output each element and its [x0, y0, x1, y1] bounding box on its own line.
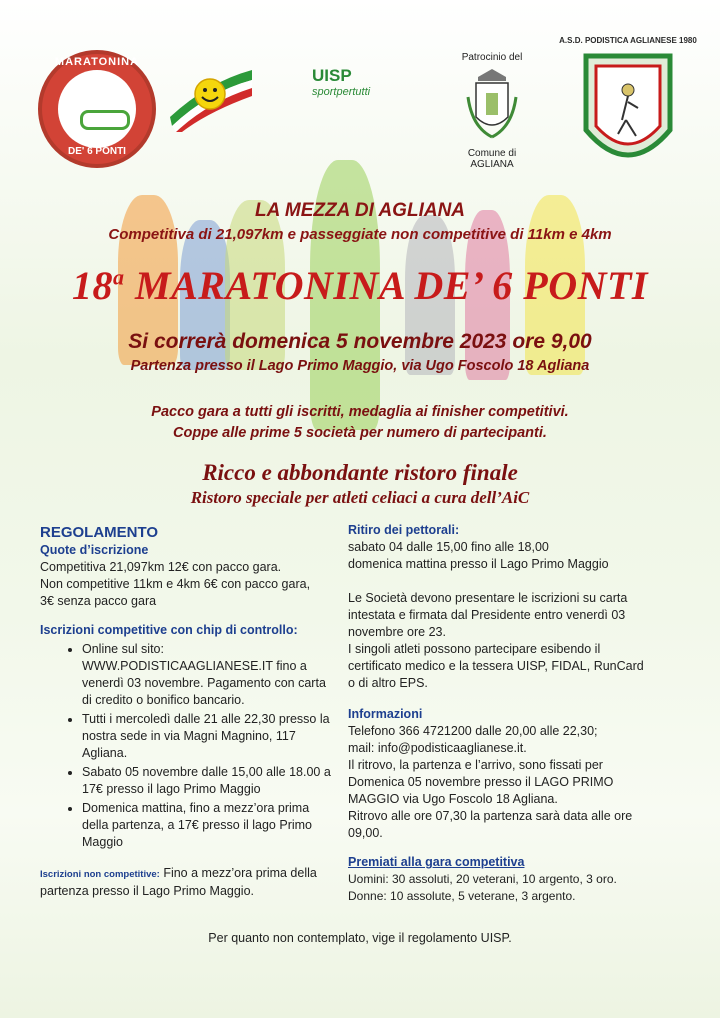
- maratonina-logo: [38, 50, 156, 168]
- list-item: • Online sul sito: WWW.PODISTICAAGLIANESE.IT fino a venerdì 03 novembre. Pagamento con carta di credito o bonifico bancario.: [82, 641, 332, 709]
- left-column: [40, 524, 332, 900]
- info-line: Telefono 366 4721200 dalle 20,00 alle 22,30;: [348, 724, 598, 738]
- premiati-line: Donne: 10 assolute, 5 veterane, 3 argento.: [348, 889, 576, 903]
- ristoro-celiaci: Ristoro speciale per atleti celiaci a cura dell’AiC: [190, 488, 530, 507]
- event-start-location: Partenza presso il Lago Primo Maggio, via Ugo Foscolo 18 Agliana: [130, 358, 590, 374]
- coppe-text: Coppe alle prime 5 società per numero di partecipanti.: [173, 425, 547, 441]
- noncomp-block: [40, 865, 332, 900]
- premiati-line: Uomini: 30 assoluti, 20 veterani, 10 argento, 3 oro.: [348, 872, 617, 886]
- pacco-text: Pacco gara a tutti gli iscritti, medaglia ai finisher competitivi.: [151, 404, 569, 420]
- info-line: Ritrovo alle ore 07,30 la partenza sarà data alle ore 09,00.: [348, 809, 633, 840]
- singoli-text: I singoli atleti possono partecipare esibendo il certificato medico e la tessera UISP, FIDAL, RunCard o di altro EPS.: [348, 642, 644, 690]
- event-categories: Competitiva di 21,097km e passeggiate non competitive di 11km e 4km: [108, 226, 612, 243]
- event-title-text: MARATONINA DE’ 6 PONTI: [135, 263, 648, 308]
- chip-list: [40, 641, 332, 851]
- chip-title: Iscrizioni competitive con chip di controllo:: [40, 623, 298, 637]
- premiati-title: Premiati alla gara competitiva: [348, 855, 525, 869]
- maratonina-logo-top-text: MARATONINA: [54, 56, 140, 68]
- quote-line: Competitiva 21,097km 12€ con pacco gara.: [40, 560, 282, 574]
- edition-number: 18: [72, 263, 114, 308]
- event-date: Si correrà domenica 5 novembre 2023 ore 9,00: [128, 330, 592, 353]
- info-line: mail: info@podisticaaglianese.it.: [348, 741, 527, 755]
- societa-text: Le Società devono presentare le iscrizioni su carta intestata e firmata dal Presidente entro venerdì 03 novembre ore 23.: [348, 591, 628, 639]
- ritiro-line: domenica mattina presso il Lago Primo Maggio: [348, 557, 609, 571]
- uisp-subtitle: sportpertutti: [312, 86, 371, 98]
- info-line: Il ritrovo, la partenza e l’arrivo, sono fissati per Domenica 05 novembre presso il LAGO PRIMO MAGGIO via Ugo Foscolo 18 Agliana.: [348, 758, 614, 806]
- list-item: • Tutti i mercoledì dalle 21 alle 22,30 presso la nostra sede in via Magni Magnino, 117 Agliana.: [82, 711, 332, 762]
- ristoro-heading: Ricco e abbondante ristoro finale: [202, 460, 518, 485]
- comune-crest-icon: [464, 67, 520, 145]
- podistica-logo: [559, 36, 697, 180]
- uisp-title: UISP: [312, 66, 352, 85]
- patrocinio-block: [452, 52, 532, 170]
- patrocinio-label: Patrocinio del: [461, 52, 523, 63]
- right-column: [348, 522, 648, 905]
- maratonina-ring-icon: [80, 110, 130, 130]
- uisp-logo: [312, 66, 392, 116]
- ritiro-title: Ritiro dei pettorali:: [348, 523, 460, 537]
- comune-label: Comune di: [467, 148, 517, 159]
- noncomp-label: Iscrizioni non competitive:: [40, 869, 160, 880]
- footer-note: Per quanto non contemplato, vige il regolamento UISP.: [208, 931, 512, 945]
- list-item: • Domenica mattina, fino a mezz’ora prima della partenza, a 17€ presso il lago Primo Maggio: [82, 800, 332, 851]
- event-prizes: [0, 402, 720, 444]
- maratonina-logo-center: [58, 70, 136, 148]
- regolamento-title: REGOLAMENTO: [40, 524, 159, 541]
- comune-name: AGLIANA: [470, 159, 514, 170]
- info-title: Informazioni: [348, 707, 423, 721]
- event-title: [0, 262, 720, 309]
- edition-sup: a: [113, 264, 125, 290]
- quote-line: Non competitive 11km e 4km 6€ con pacco gara,: [40, 577, 311, 591]
- quote-title: Quote d’iscrizione: [40, 543, 149, 557]
- maratonina-logo-bottom-text: DE' 6 PONTI: [68, 146, 126, 157]
- noncomp-text: Fino a mezz’ora prima della partenza presso il Lago Primo Maggio.: [40, 866, 317, 898]
- event-subtitle: LA MEZZA DI AGLIANA: [254, 200, 466, 221]
- list-item: • Sabato 05 novembre dalle 15,00 alle 18.00 a 17€ presso il lago Primo Maggio: [82, 764, 332, 798]
- ritiro-line: sabato 04 dalle 15,00 fino alle 18,00: [348, 540, 549, 554]
- podistica-text: A.S.D. PODISTICA AGLIANESE 1980: [559, 36, 697, 45]
- smiley-logo: [168, 62, 254, 132]
- quote-line: 3€ senza pacco gara: [40, 594, 157, 608]
